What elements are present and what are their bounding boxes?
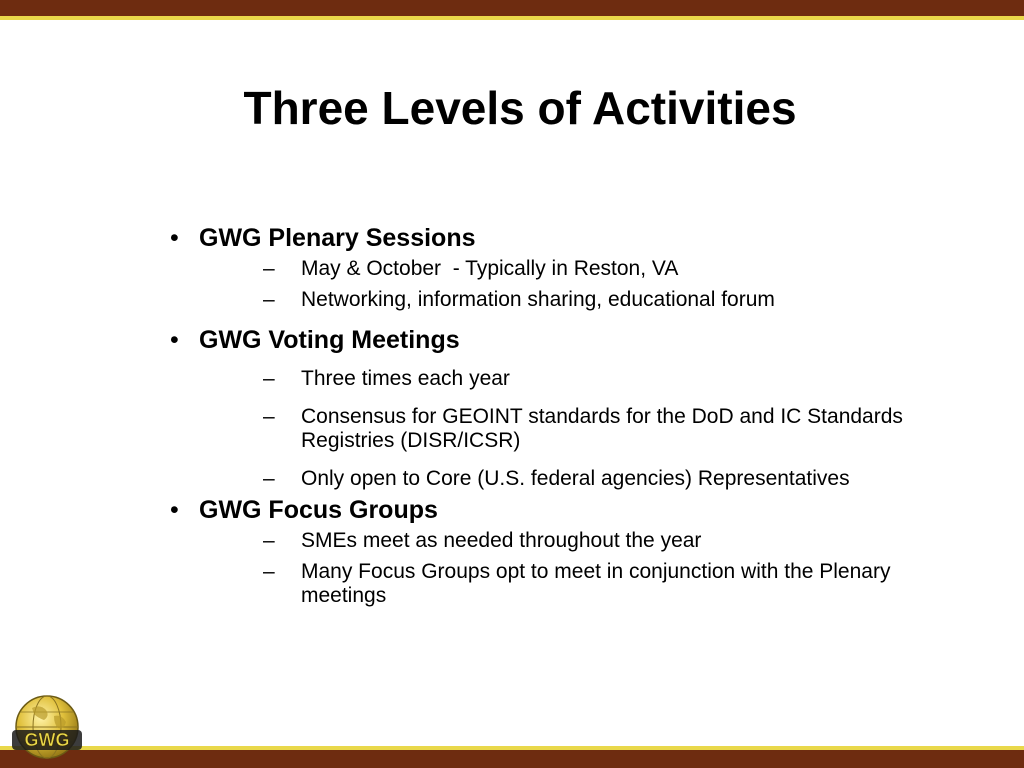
sub-item bbox=[170, 529, 990, 553]
bullet-focus-groups bbox=[170, 494, 990, 526]
bullet-heading: GWG Voting Meetings bbox=[199, 326, 460, 354]
dash-icon: – bbox=[263, 288, 275, 311]
logo-text: GWG bbox=[24, 730, 70, 750]
bullet-plenary-sessions bbox=[170, 222, 990, 254]
bullet-heading: GWG Plenary Sessions bbox=[199, 224, 476, 252]
sub-item bbox=[170, 405, 941, 453]
bullet-icon: • bbox=[170, 326, 179, 354]
bottom-border-bar bbox=[0, 750, 1024, 768]
sub-item-text: SMEs meet as needed throughout the year bbox=[301, 529, 702, 552]
sub-item bbox=[170, 257, 990, 281]
dash-icon: – bbox=[263, 560, 275, 583]
dash-icon: – bbox=[263, 257, 275, 280]
sub-item-text: May & October - Typically in Reston, VA bbox=[301, 257, 679, 280]
bullet-icon: • bbox=[170, 224, 179, 252]
sub-item-text: Three times each year bbox=[301, 367, 510, 390]
sub-item-text: Only open to Core (U.S. federal agencies) Representatives bbox=[301, 467, 850, 490]
dash-icon: – bbox=[263, 467, 275, 490]
bullet-voting-meetings bbox=[170, 324, 990, 356]
sub-item bbox=[170, 560, 941, 608]
sub-item bbox=[170, 288, 990, 312]
bullet-icon: • bbox=[170, 496, 179, 524]
dash-icon: – bbox=[263, 405, 275, 428]
gwg-logo bbox=[10, 694, 84, 760]
globe-icon bbox=[10, 694, 84, 760]
sub-item-text: Consensus for GEOINT standards for the DoD and IC Standards Registries (DISR/ICSR) bbox=[301, 405, 903, 452]
top-accent-stripe bbox=[0, 16, 1024, 20]
sub-item-text: Many Focus Groups opt to meet in conjunction with the Plenary meetings bbox=[301, 560, 891, 607]
bullet-heading: GWG Focus Groups bbox=[199, 496, 438, 524]
sub-item-text: Networking, information sharing, educational forum bbox=[301, 288, 775, 311]
sub-item bbox=[170, 367, 990, 391]
bullet-list bbox=[170, 222, 990, 608]
sub-item bbox=[170, 467, 990, 491]
slide-title: Three Levels of Activities bbox=[243, 82, 797, 134]
top-border-bar bbox=[0, 0, 1024, 16]
dash-icon: – bbox=[263, 367, 275, 390]
dash-icon: – bbox=[263, 529, 275, 552]
